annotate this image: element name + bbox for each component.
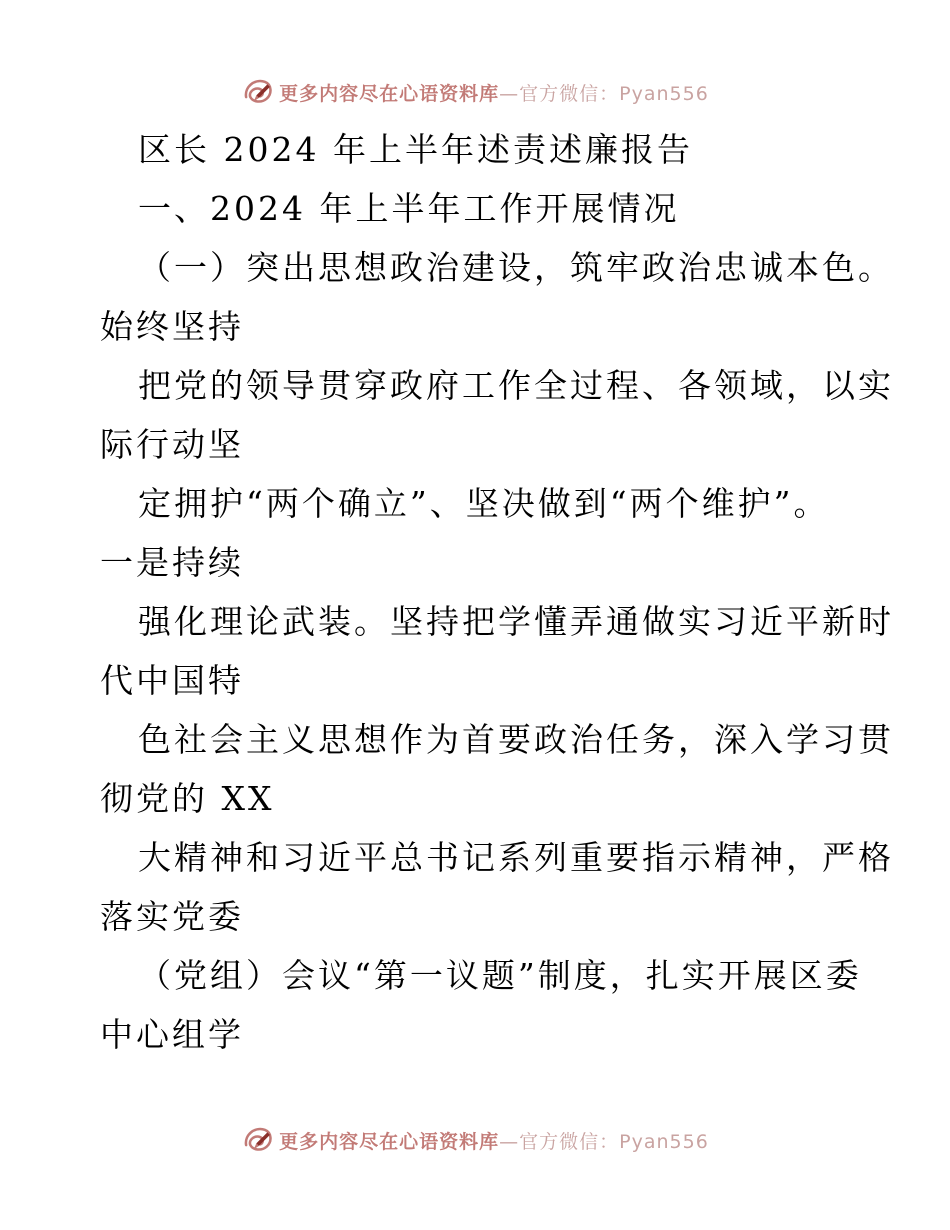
document-line: 色社会主义思想作为首要政治任务，深入学习贯 [138,720,894,759]
footer-watermark [0,1118,950,1162]
document-line: 一、2024 年上半年工作开展情况 [138,189,680,228]
pen-nib-swirl-icon [241,1123,275,1157]
document-line: 大精神和习近平总书记系列重要指示精神，严格 [138,838,894,877]
watermark-contact: —官方微信：Pyan556 [499,1130,709,1153]
document-line: 始终坚持 [100,307,244,346]
watermark-brand: 更多内容尽在心语资料库 [279,1130,500,1153]
document-line: 代中国特 [100,661,244,700]
document-line: 彻党的 XX [100,779,275,818]
watermark-contact: —官方微信：Pyan556 [499,82,709,105]
document-line: 际行动坚 [100,425,244,464]
document-body [100,120,894,1064]
header-watermark [0,70,950,114]
document-line: 区长 2024 年上半年述责述廉报告 [138,130,693,169]
watermark [241,75,709,109]
document-line: 定拥护“两个确立”、坚决做到“两个维护”。 [138,484,830,523]
watermark-brand: 更多内容尽在心语资料库 [279,82,500,105]
watermark [241,1123,709,1157]
document-line: 强化理论武装。坚持把学懂弄通做实习近平新时 [138,602,894,641]
document-line: 中心组学 [100,1015,244,1054]
document-line: 把党的领导贯穿政府工作全过程、各领域，以实 [138,366,894,405]
document-line: 落实党委 [100,897,244,936]
document-line: （一）突出思想政治建设，筑牢政治忠诚本色。 [138,248,894,287]
document-line: 一是持续 [100,543,244,582]
document-line: （党组）会议“第一议题”制度，扎实开展区委 [138,956,862,995]
pen-nib-swirl-icon [241,75,275,109]
